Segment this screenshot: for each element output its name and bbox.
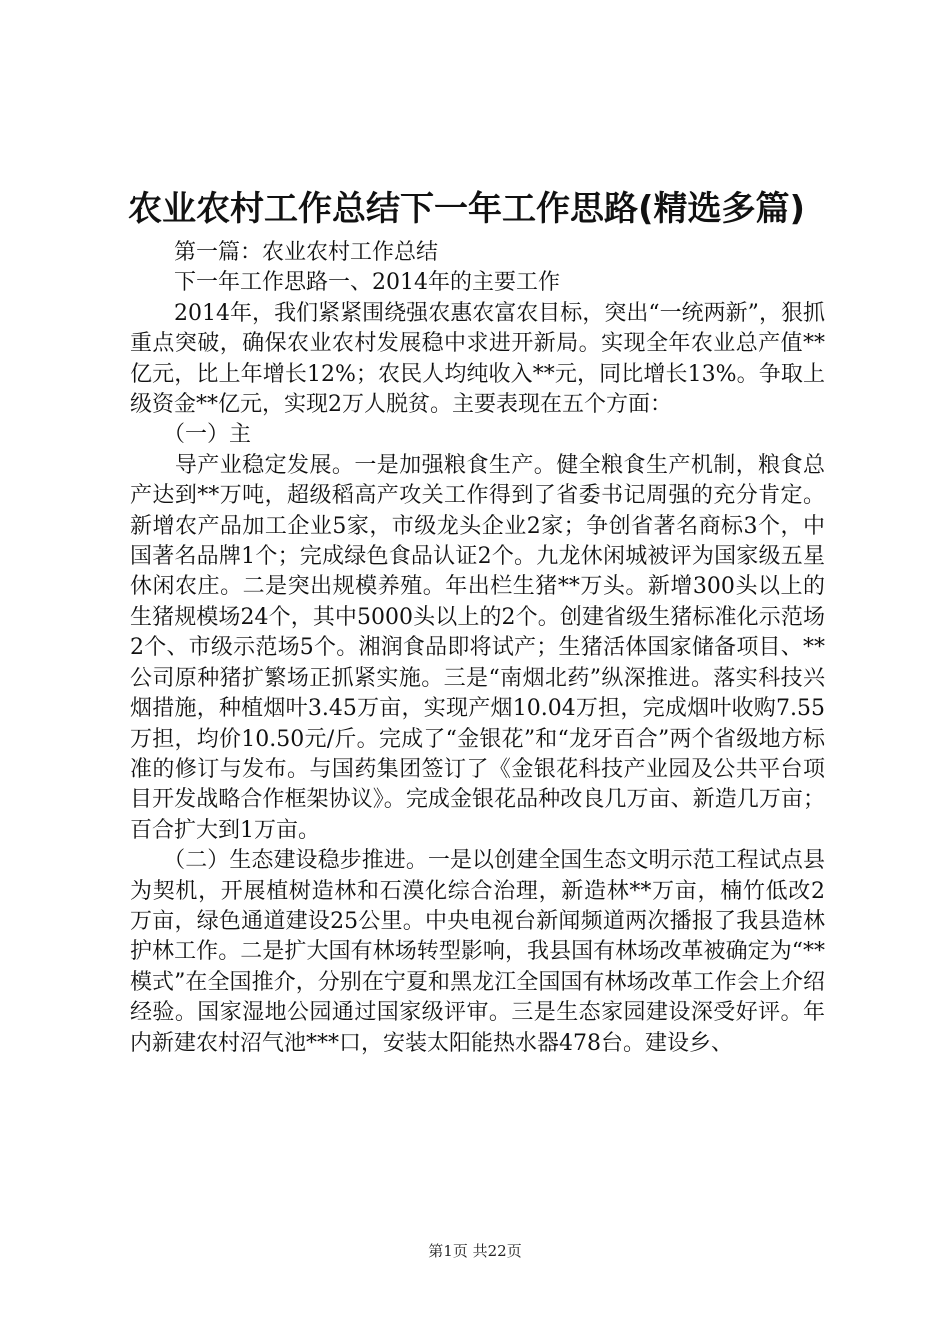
- document-body: [130, 238, 825, 1059]
- paragraph-item-one-heading: （一）主: [130, 422, 252, 448]
- page-footer: 第1页 共22页: [428, 1242, 522, 1260]
- paragraph-item-one-body: 导产业稳定发展。一是加强粮食生产。健全粮食生产机制，粮食总产达到**万吨，超级稻高产攻关工作得到了省委书记周强的充分肯定。新增农产品加工企业5家，市级龙头企业2家；争创省著名商标3个，中国著名品牌1个；完成绿色食品认证2个。九龙休闲城被评为国家级五星休闲农庄。二是突出规模养殖。年出栏生猪**万头。新增300头以上的生猪规模场24个，其中5000头以上的2个。创建省级生猪标准化示范场2个、市级示范场5个。湘润食品即将试产；生猪活体国家储备项目、**公司原种猪扩繁场正抓紧实施。三是“南烟北药”纵深推进。落实科技兴烟措施，种植烟叶3.45万亩，实现产烟10.04万担，完成烟叶收购7.55万担，均价10.50元/斤。完成了“金银花”和“龙牙百合”两个省级地方标准的修订与发布。与国药集团签订了《金银花科技产业园及公共平台项目开发战略合作框架协议》。完成金银花品种改良几万亩、新造几万亩；百合扩大到1万亩。: [130, 452, 825, 843]
- paragraph-item-two-body: （二）生态建设稳步推进。一是以创建全国生态文明示范工程试点县为契机，开展植树造林和石漠化综合治理，新造林**万亩，楠竹低改2万亩，绿色通道建设25公里。中央电视台新闻频道两次播报了我县造林护林工作。二是扩大国有林场转型影响，我县国有林场改革被确定为“**模式”在全国推介，分别在宁夏和黑龙江全国国有林场改革工作会上介绍经验。国家湿地公园通过国家级评审。三是生态家园建设深受好评。年内新建农村沼气池***口，安装太阳能热水器478台。建设乡、: [130, 848, 825, 1056]
- paragraph-section-heading: 第一篇：农业农村工作总结: [130, 240, 439, 265]
- document-title: 农业农村工作总结下一年工作思路(精选多篇): [128, 189, 806, 229]
- paragraph-summary: 2014年，我们紧紧围绕强农惠农富农目标，突出“一统两新”，狠抓重点突破，确保农业农村发展稳中求进开新局。实现全年农业总产值**亿元，比上年增长12%；农民人均纯收入**元，同比增长13%。争取上级资金**亿元，实现2万人脱贫。主要表现在五个方面：: [130, 300, 825, 418]
- paragraph-subheading: 下一年工作思路一、2014年的主要工作: [130, 270, 560, 296]
